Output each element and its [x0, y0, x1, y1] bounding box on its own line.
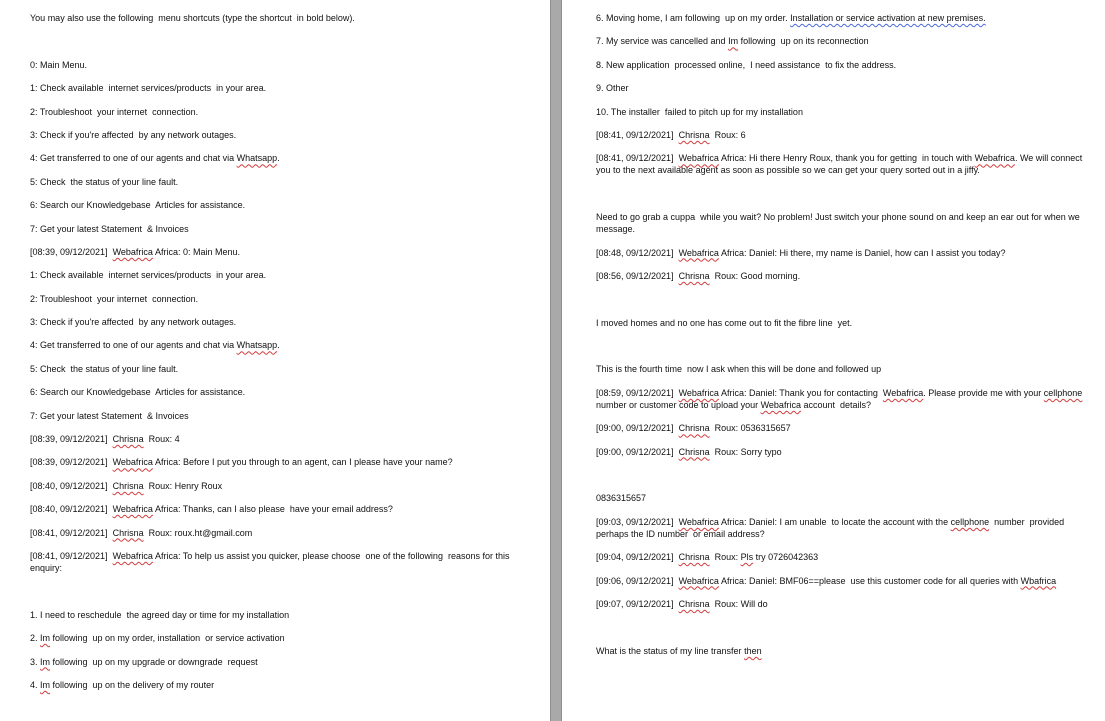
text-run: Roux: — [709, 552, 741, 563]
misspelled-word: cellphone — [1043, 387, 1083, 398]
misspelled-word: Webafrica — [974, 153, 1015, 164]
misspelled-word: Webafrica — [678, 516, 719, 527]
text-run: account details? — [800, 399, 871, 410]
paragraph — [596, 575, 1093, 587]
paragraph — [30, 199, 530, 211]
paragraph — [30, 609, 530, 621]
text-run: [08:39, 09/12/2021] — [30, 434, 113, 445]
text-run: [08:39, 09/12/2021] — [30, 246, 113, 257]
text-run: Africa: Thanks, can I also please have your email address? — [152, 504, 393, 515]
text-run: Africa: To help us assist you quicker, please choose one of the following reasons for this enquiry: — [30, 550, 512, 573]
paragraph — [596, 598, 1093, 610]
paragraph — [30, 527, 530, 539]
text-run: Roux: roux.ht@gmail.com — [143, 527, 253, 538]
blank-line — [596, 293, 1093, 305]
text-run: [09:06, 09/12/2021] — [596, 575, 679, 586]
misspelled-word: Pls — [740, 552, 754, 563]
blank-line — [596, 469, 1093, 481]
text-run: 10. The installer failed to pitch up for my installation — [596, 106, 803, 117]
paragraph — [30, 550, 530, 574]
misspelled-word: Im — [728, 36, 739, 47]
text-run: 7: Get your latest Statement & Invoices — [30, 223, 189, 234]
paragraph — [596, 363, 1093, 375]
paragraph — [30, 59, 530, 71]
paragraph — [596, 12, 1093, 24]
text-run: 4. — [30, 679, 41, 690]
paragraph — [30, 106, 530, 118]
paragraph — [596, 211, 1093, 235]
misspelled-word: Im — [40, 656, 51, 667]
paragraph — [30, 152, 530, 164]
misspelled-word: Webafrica — [112, 246, 153, 257]
paragraph — [596, 106, 1093, 118]
text-run: [08:48, 09/12/2021] — [596, 247, 679, 258]
paragraph — [596, 82, 1093, 94]
text-run: [09:00, 09/12/2021] — [596, 423, 679, 434]
paragraph — [30, 363, 530, 375]
text-run: 3: Check if you're affected by any network outages. — [30, 129, 237, 140]
paragraph — [596, 551, 1093, 563]
text-run: 7. My service was cancelled and — [596, 36, 729, 47]
text-run: [08:40, 09/12/2021] — [30, 504, 113, 515]
text-run: 6. Moving home, I am following up on my order. — [596, 13, 791, 23]
misspelled-word: Im — [40, 679, 51, 690]
text-run: 3: Check if you're affected by any network outages. — [30, 317, 237, 328]
text-run: Africa: Daniel: Thank you for contacting — [718, 387, 883, 398]
text-run: . — [277, 340, 280, 351]
text-run: 6: Search our Knowledgebase Articles for assistance. — [30, 387, 246, 398]
text-run: try 0726042363 — [753, 552, 819, 563]
text-run: 2: Troubleshoot your internet connection. — [30, 106, 199, 117]
text-run: This is the fourth time now I ask when this will be done and followed up — [596, 364, 882, 375]
text-run: 0: Main Menu. — [30, 59, 88, 70]
text-run: [08:41, 09/12/2021] — [596, 153, 679, 164]
text-run: Need to go grab a cuppa while you wait? No problem! Just switch your phone sound on and keep an ear out for when we message. — [596, 212, 1083, 235]
text-run: Roux: 0536315657 — [709, 423, 791, 434]
misspelled-word: then — [744, 645, 762, 656]
paragraph — [30, 386, 530, 398]
misspelled-word: Webafrica — [678, 387, 719, 398]
blank-line — [30, 35, 530, 47]
paragraph — [30, 246, 530, 258]
text-run: 9. Other — [596, 83, 629, 94]
paragraph — [30, 679, 530, 691]
paragraph — [596, 35, 1093, 47]
misspelled-word: Webafrica — [760, 399, 801, 410]
text-run: 2: Troubleshoot your internet connection. — [30, 293, 199, 304]
misspelled-word: Webafrica — [678, 575, 719, 586]
text-run: 1: Check available internet services/products in your area. — [30, 270, 267, 281]
paragraph — [596, 152, 1093, 176]
text-run: You may also use the following menu shortcuts (type the shortcut in bold below). — [30, 13, 355, 23]
misspelled-word: Chrisna — [112, 480, 144, 491]
misspelled-word: Webafrica — [112, 550, 153, 561]
text-run: following up on my upgrade or downgrade request — [50, 656, 258, 667]
paragraph — [30, 316, 530, 328]
paragraph — [30, 269, 530, 281]
text-run: 1: Check available internet services/products in your area. — [30, 83, 267, 94]
paragraph — [30, 82, 530, 94]
text-run: [08:41, 09/12/2021] — [30, 527, 113, 538]
text-run: 3. — [30, 656, 41, 667]
text-run: Roux: 6 — [709, 129, 746, 140]
text-run: following up on my order, installation or service activation — [50, 633, 285, 644]
text-run: [09:00, 09/12/2021] — [596, 446, 679, 457]
paragraph — [596, 317, 1093, 329]
text-run: 5: Check the status of your line fault. — [30, 176, 179, 187]
paragraph — [30, 410, 530, 422]
paragraph — [30, 12, 530, 24]
misspelled-word: Webafrica — [882, 387, 924, 398]
text-run: Roux: Henry Roux — [143, 480, 223, 491]
misspelled-word: Whatsapp — [236, 340, 278, 351]
paragraph — [596, 129, 1093, 141]
misspelled-word: Chrisna — [678, 270, 710, 281]
paragraph — [30, 223, 530, 235]
text-run: [08:41, 09/12/2021] — [596, 129, 679, 140]
document-page-right — [562, 0, 1105, 721]
text-run: Roux: 4 — [143, 434, 180, 445]
paragraph — [30, 456, 530, 468]
paragraph — [596, 492, 1093, 504]
paragraph — [30, 480, 530, 492]
grammar-flagged-text: Installation or service activation at new premises. — [790, 13, 986, 23]
text-run: [08:59, 09/12/2021] — [596, 387, 679, 398]
text-run: following up on the delivery of my router — [50, 679, 215, 690]
text-run: 8. New application processed online, I need assistance to fix the address. — [596, 59, 897, 70]
text-run: 6: Search our Knowledgebase Articles for assistance. — [30, 200, 246, 211]
paragraph — [30, 339, 530, 351]
text-run: Roux: Sorry typo — [709, 446, 782, 457]
page-gutter — [550, 0, 562, 721]
text-run: [08:56, 09/12/2021] — [596, 270, 679, 281]
paragraph — [596, 247, 1093, 259]
text-run: [09:03, 09/12/2021] — [596, 516, 679, 527]
text-run: . Please provide me with your — [923, 387, 1044, 398]
paragraph — [596, 446, 1093, 458]
text-run: 7: Get your latest Statement & Invoices — [30, 410, 189, 421]
misspelled-word: Webafrica — [112, 504, 153, 515]
text-run: Africa: Daniel: BMF06==please use this customer code for all queries with — [718, 575, 1021, 586]
misspelled-word: Chrisna — [678, 552, 710, 563]
misspelled-word: Chrisna — [678, 598, 710, 609]
text-run: Africa: 0: Main Menu. — [152, 246, 240, 257]
misspelled-word: Webafrica — [678, 153, 719, 164]
text-run: . We will connect you to the next available agent as soon as possible so we can get your query sorted out in a jiffy. — [596, 153, 1088, 176]
paragraph — [30, 632, 530, 644]
misspelled-word: Chrisna — [678, 423, 710, 434]
text-run: Africa: Daniel: Hi there, my name is Daniel, how can I assist you today? — [718, 247, 1006, 258]
misspelled-word: Chrisna — [678, 446, 710, 457]
text-run: [08:40, 09/12/2021] — [30, 480, 113, 491]
misspelled-word: Webafrica — [112, 457, 153, 468]
misspelled-word: Chrisna — [112, 434, 144, 445]
text-run: I moved homes and no one has come out to fit the fibre line yet. — [596, 317, 853, 328]
misspelled-word: Webafrica — [678, 247, 719, 258]
text-run: 0836315657 — [596, 493, 647, 504]
text-run: number or customer code to upload your — [596, 387, 1088, 410]
text-run: 4: Get transferred to one of our agents and chat via — [30, 153, 237, 164]
text-run: . — [277, 153, 280, 164]
text-run: [09:04, 09/12/2021] — [596, 552, 679, 563]
paragraph — [30, 433, 530, 445]
text-run: 2. — [30, 633, 41, 644]
paragraph — [596, 422, 1093, 434]
text-run: 1. I need to reschedule the agreed day or time for my installation — [30, 609, 290, 620]
text-run: 4: Get transferred to one of our agents and chat via — [30, 340, 237, 351]
misspelled-word: Wbafrica — [1020, 575, 1057, 586]
text-run: Africa: Hi there Henry Roux, thank you for getting in touch with — [718, 153, 975, 164]
paragraph — [30, 656, 530, 668]
misspelled-word: Chrisna — [678, 129, 710, 140]
paragraph — [596, 645, 1093, 657]
paragraph — [30, 129, 530, 141]
paragraph — [596, 59, 1093, 71]
blank-line — [30, 585, 530, 597]
misspelled-word: cellphone — [950, 516, 990, 527]
text-run: Roux: Will do — [709, 598, 768, 609]
paragraph — [596, 270, 1093, 282]
blank-line — [596, 621, 1093, 633]
text-run: [08:41, 09/12/2021] — [30, 550, 113, 561]
text-run: Africa: Daniel: I am unable to locate the account with the — [718, 516, 951, 527]
misspelled-word: Whatsapp — [236, 153, 278, 164]
paragraph — [30, 503, 530, 515]
text-run: What is the status of my line transfer — [596, 645, 745, 656]
misspelled-word: Im — [40, 633, 51, 644]
misspelled-word: Chrisna — [112, 527, 144, 538]
text-run: following up on its reconnection — [738, 36, 869, 47]
text-run: [08:39, 09/12/2021] — [30, 457, 113, 468]
document-page-left — [0, 0, 550, 721]
text-run: Roux: Good morning. — [709, 270, 801, 281]
text-run: [09:07, 09/12/2021] — [596, 598, 679, 609]
blank-line — [596, 340, 1093, 352]
paragraph — [596, 387, 1093, 411]
paragraph — [30, 176, 530, 188]
blank-line — [596, 188, 1093, 200]
paragraph — [30, 293, 530, 305]
text-run: Africa: Before I put you through to an agent, can I please have your name? — [152, 457, 453, 468]
paragraph — [596, 516, 1093, 540]
text-run: 5: Check the status of your line fault. — [30, 363, 179, 374]
text-run: number provided perhaps the ID number or email address? — [596, 516, 1067, 539]
